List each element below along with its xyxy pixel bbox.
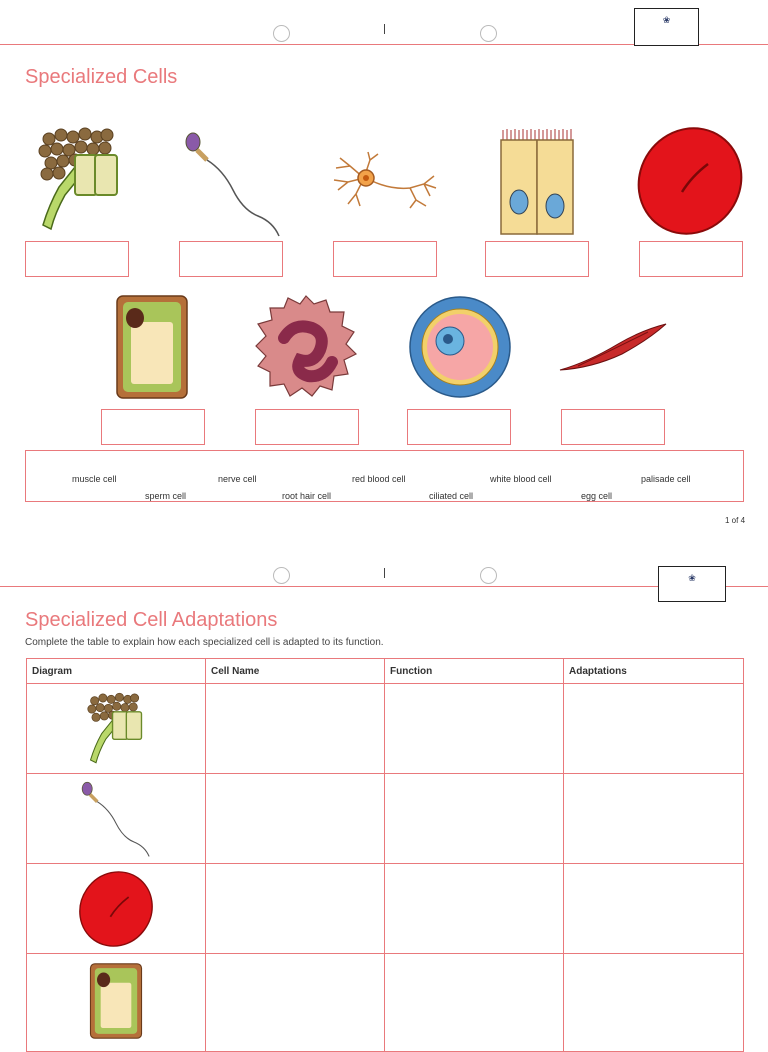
table-row <box>27 774 744 864</box>
adaptations-cell[interactable] <box>564 864 744 954</box>
instructions: Complete the table to explain how each specialized cell is adapted to its function. <box>25 637 384 648</box>
center-mark <box>384 568 385 578</box>
palisade-cell-icon <box>89 962 143 1040</box>
red-blood-cell-icon <box>636 126 744 236</box>
egg-cell-icon <box>406 294 514 400</box>
sperm-cell-icon <box>80 780 152 858</box>
column-header: Diagram <box>27 659 206 684</box>
function-cell[interactable] <box>385 774 564 864</box>
answer-box[interactable] <box>25 241 129 277</box>
adaptations-cell[interactable] <box>564 684 744 774</box>
answer-box[interactable] <box>561 409 665 445</box>
word-bank-item: palisade cell <box>641 474 691 484</box>
table-header-row <box>27 659 744 684</box>
binder-hole <box>273 567 290 584</box>
column-header: Function <box>385 659 564 684</box>
word-bank-item: white blood cell <box>490 474 552 484</box>
function-cell[interactable] <box>385 954 564 1052</box>
diagram-cell <box>27 954 206 1052</box>
root-hair-cell-icon <box>85 690 147 768</box>
column-header: Adaptations <box>564 659 744 684</box>
column-header: Cell Name <box>206 659 385 684</box>
page-title: Specialized Cells <box>25 66 178 88</box>
word-bank-item: nerve cell <box>218 474 257 484</box>
word-bank <box>25 450 744 502</box>
nerve-cell-icon <box>330 150 438 212</box>
table-row <box>27 684 744 774</box>
red-blood-cell-icon <box>78 869 154 949</box>
binder-hole <box>480 25 497 42</box>
muscle-cell-icon <box>558 322 668 374</box>
ciliated-cell-icon <box>499 128 575 236</box>
answer-box[interactable] <box>407 409 511 445</box>
page-number: 1 of 4 <box>725 516 746 525</box>
function-cell[interactable] <box>385 864 564 954</box>
school-logo: ❀ <box>634 8 699 46</box>
answer-box[interactable] <box>101 409 205 445</box>
word-bank-item: ciliated cell <box>429 491 474 501</box>
answer-box[interactable] <box>255 409 359 445</box>
word-bank-item: egg cell <box>581 491 613 501</box>
white-blood-cell-icon <box>254 294 358 398</box>
adaptations-table <box>26 658 744 1052</box>
diagram-cell <box>27 774 206 864</box>
function-cell[interactable] <box>385 684 564 774</box>
root-hair-cell-icon <box>35 125 125 235</box>
word-bank-item: root hair cell <box>282 491 332 501</box>
diagram-cell <box>27 684 206 774</box>
word-bank-item: muscle cell <box>72 474 117 484</box>
cell-name-cell[interactable] <box>206 954 385 1052</box>
adaptations-cell[interactable] <box>564 954 744 1052</box>
table-row <box>27 864 744 954</box>
center-mark <box>384 24 385 34</box>
answer-box[interactable] <box>639 241 743 277</box>
binder-hole <box>273 25 290 42</box>
cell-name-cell[interactable] <box>206 774 385 864</box>
word-bank-item: sperm cell <box>145 491 187 501</box>
palisade-cell-icon <box>115 294 189 400</box>
cell-name-cell[interactable] <box>206 684 385 774</box>
cell-name-cell[interactable] <box>206 864 385 954</box>
table-row <box>27 954 744 1052</box>
page-title: Specialized Cell Adaptations <box>25 609 278 631</box>
answer-box[interactable] <box>485 241 589 277</box>
word-bank-item: red blood cell <box>352 474 406 484</box>
school-logo: ❀ <box>658 566 726 602</box>
answer-box[interactable] <box>333 241 437 277</box>
binder-hole <box>480 567 497 584</box>
diagram-cell <box>27 864 206 954</box>
answer-box[interactable] <box>179 241 283 277</box>
adaptations-cell[interactable] <box>564 774 744 864</box>
sperm-cell-icon <box>183 130 283 238</box>
page2-top-rule <box>0 586 768 587</box>
